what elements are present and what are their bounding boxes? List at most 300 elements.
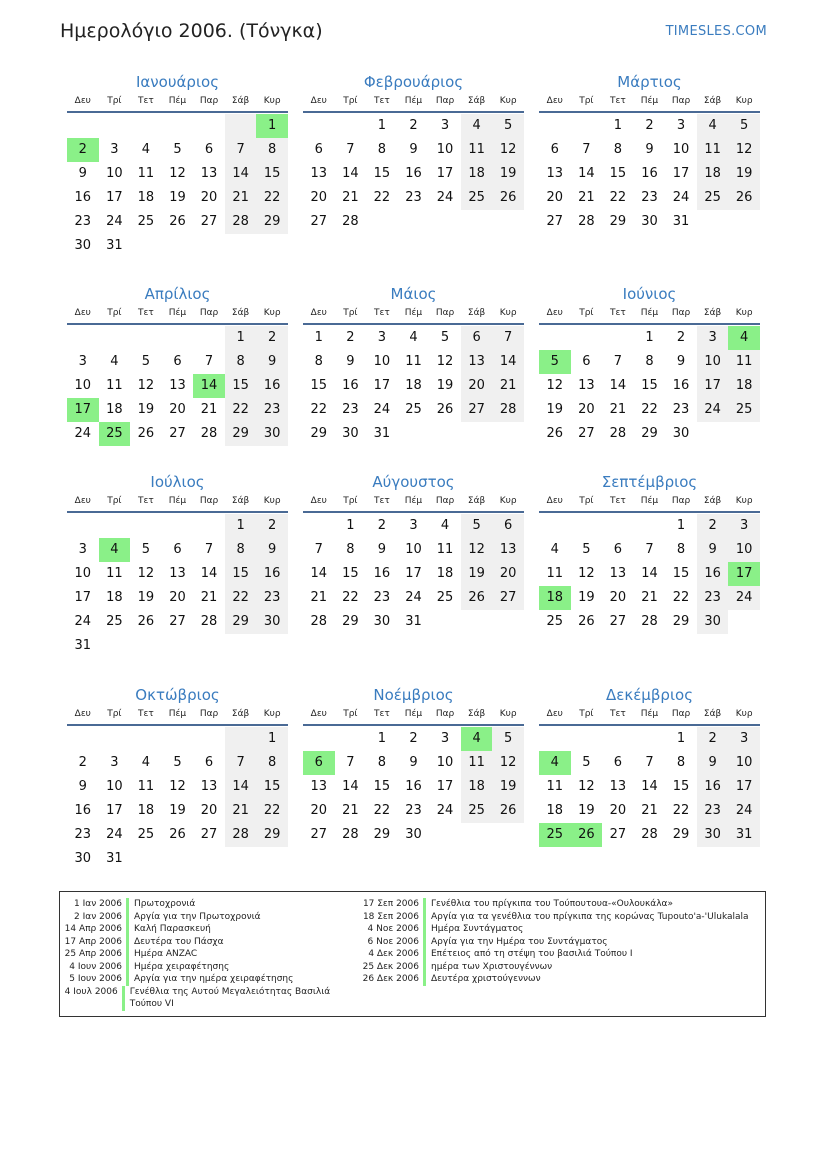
day-cell: 23 <box>373 590 391 605</box>
empty-cell <box>571 114 603 138</box>
weekday-label: Τρί <box>579 308 594 318</box>
empty-cell <box>602 514 634 538</box>
day-cell: 24 <box>672 190 690 205</box>
day-cell: 11 <box>461 751 493 775</box>
day-cell: 7 <box>346 755 355 770</box>
day-cell: 2 <box>377 518 387 533</box>
day-cell: 12 <box>728 138 760 162</box>
weekday-label: Τετ <box>138 709 154 719</box>
empty-cell <box>99 326 131 350</box>
weekday-label: Σάβ <box>231 96 250 106</box>
day-cell: 20 <box>546 190 564 205</box>
weekday-label: Πέμ <box>404 496 423 506</box>
day-cell: 21 <box>225 186 257 210</box>
day-cell: 25 <box>405 402 422 417</box>
day-cell: 3 <box>110 755 119 770</box>
day-cell: 5 <box>141 542 151 557</box>
day-cell: 3 <box>78 542 87 557</box>
weekday-label: Πέμ <box>168 496 187 506</box>
empty-cell <box>602 326 634 350</box>
day-cell: 8 <box>256 138 288 162</box>
day-cell: 24 <box>106 827 123 842</box>
day-cell: 13 <box>609 779 627 794</box>
day-cell: 2 <box>697 514 729 538</box>
weekday-label: Τετ <box>374 709 390 719</box>
legend-holiday-name: Αργία για την Ημέρα του Συντάγματος <box>423 936 608 949</box>
weekday-label: Τετ <box>138 496 154 506</box>
day-cell: 20 <box>169 402 186 417</box>
weekday-label: Τρί <box>579 96 594 106</box>
day-cell: 8 <box>676 542 686 557</box>
day-cell: 12 <box>137 378 155 393</box>
month-name: Απρίλιος <box>144 285 211 303</box>
day-cell: 3 <box>78 354 87 369</box>
day-cell: 3 <box>409 518 418 533</box>
day-cell: 6 <box>173 542 182 557</box>
holiday-day-cell: 4 <box>99 538 131 562</box>
day-cell: 22 <box>256 186 288 210</box>
day-cell: 23 <box>405 190 422 205</box>
weekday-label: Πέμ <box>640 496 659 506</box>
day-cell: 13 <box>492 538 524 562</box>
day-cell: 2 <box>256 514 288 538</box>
weekday-label: Κυρ <box>263 496 281 506</box>
day-cell: 18 <box>405 378 422 393</box>
weekday-header <box>539 493 760 513</box>
weekday-label: Δευ <box>74 96 91 106</box>
day-cell: 1 <box>377 118 387 133</box>
day-cell: 22 <box>672 803 690 818</box>
day-cell: 27 <box>609 827 627 842</box>
day-cell: 8 <box>645 354 654 369</box>
day-cell: 9 <box>346 354 355 369</box>
day-cell: 29 <box>256 823 288 847</box>
weekday-label: Σάβ <box>467 709 486 719</box>
day-cell: 29 <box>310 426 328 441</box>
day-cell: 13 <box>609 566 627 581</box>
day-cell: 16 <box>256 374 288 398</box>
month-calendar <box>67 683 288 871</box>
day-cell: 26 <box>578 614 595 629</box>
holiday-day-cell: 17 <box>67 398 99 422</box>
day-cell: 5 <box>440 330 450 345</box>
day-cell: 10 <box>106 779 123 794</box>
day-cell: 22 <box>225 586 257 610</box>
weekday-label: Κυρ <box>263 96 281 106</box>
day-cell: 1 <box>256 727 288 751</box>
empty-cell <box>571 727 603 751</box>
day-cell: 15 <box>609 166 627 181</box>
weekday-label: Πέμ <box>404 96 423 106</box>
month-calendar <box>539 470 760 634</box>
day-cell: 21 <box>641 803 658 818</box>
day-cell: 31 <box>106 851 123 866</box>
empty-cell <box>634 514 666 538</box>
day-cell: 11 <box>546 779 564 794</box>
legend-date: 4 Ιουν 2006 <box>69 961 122 972</box>
day-cell: 30 <box>256 610 288 634</box>
day-cell: 21 <box>225 799 257 823</box>
day-cell: 26 <box>546 426 564 441</box>
month-name: Δεκέμβριος <box>605 686 693 704</box>
holiday-day-cell: 6 <box>303 751 335 775</box>
day-cell: 17 <box>106 190 123 205</box>
day-cell: 12 <box>492 751 524 775</box>
day-cell: 31 <box>106 238 123 253</box>
day-cell: 29 <box>609 214 627 229</box>
empty-cell <box>335 727 367 751</box>
day-cell: 6 <box>204 142 214 157</box>
day-cell: 8 <box>225 538 257 562</box>
day-cell: 10 <box>74 378 92 393</box>
day-cell: 11 <box>106 378 123 393</box>
empty-cell <box>571 514 603 538</box>
holiday-day-cell: 14 <box>193 374 225 398</box>
day-cell: 15 <box>672 779 690 794</box>
empty-cell <box>571 326 603 350</box>
legend-entry <box>357 911 757 924</box>
day-cell: 22 <box>342 590 359 605</box>
day-grid <box>67 326 288 446</box>
day-cell: 27 <box>169 614 186 629</box>
empty-cell <box>130 727 162 751</box>
day-cell: 2 <box>697 727 729 751</box>
holiday-day-cell: 25 <box>539 823 571 847</box>
day-cell: 6 <box>173 354 182 369</box>
weekday-label: Παρ <box>435 709 455 719</box>
day-cell: 27 <box>609 614 627 629</box>
day-cell: 5 <box>728 114 760 138</box>
day-cell: 4 <box>141 142 151 157</box>
holiday-day-cell: 18 <box>539 586 571 610</box>
day-cell: 28 <box>609 426 627 441</box>
month-calendar <box>67 70 288 258</box>
legend-date: 25 Απρ 2006 <box>64 949 122 959</box>
weekday-label: Σάβ <box>467 96 486 106</box>
day-cell: 23 <box>74 827 92 842</box>
legend-holiday-name: Ημέρα Συντάγματος <box>423 923 523 936</box>
day-cell: 20 <box>169 590 186 605</box>
month-calendar <box>303 470 524 634</box>
month-calendar <box>539 282 760 446</box>
day-cell: 30 <box>405 827 422 842</box>
day-cell: 24 <box>436 190 454 205</box>
weekday-label: Δευ <box>74 709 91 719</box>
day-cell: 27 <box>310 214 328 229</box>
weekday-label: Δευ <box>546 96 563 106</box>
day-cell: 20 <box>200 190 218 205</box>
brand-link[interactable]: TIMESLES.COM <box>665 24 767 39</box>
day-cell: 22 <box>310 402 328 417</box>
empty-cell <box>634 727 666 751</box>
day-cell: 24 <box>728 799 760 823</box>
day-cell: 7 <box>492 326 524 350</box>
legend-entry <box>357 923 757 936</box>
legend-entry <box>60 961 360 974</box>
day-cell: 16 <box>74 190 92 205</box>
legend-column-left <box>60 898 360 1011</box>
weekday-label: Κυρ <box>263 709 281 719</box>
day-cell: 1 <box>645 330 654 345</box>
day-grid <box>303 326 524 446</box>
month-calendar <box>67 470 288 658</box>
day-cell: 15 <box>256 775 288 799</box>
day-cell: 31 <box>672 214 690 229</box>
day-cell: 26 <box>436 402 454 417</box>
day-cell: 24 <box>728 586 760 610</box>
day-cell: 29 <box>672 827 690 842</box>
day-cell: 16 <box>697 775 729 799</box>
day-cell: 14 <box>310 566 328 581</box>
day-cell: 18 <box>461 775 493 799</box>
day-cell: 10 <box>373 354 391 369</box>
weekday-label: Σάβ <box>231 308 250 318</box>
month-name: Ιούνιος <box>622 285 677 303</box>
holiday-day-cell: 4 <box>728 326 760 350</box>
day-cell: 14 <box>342 166 359 181</box>
day-cell: 27 <box>461 398 493 422</box>
day-cell: 9 <box>676 354 686 369</box>
day-cell: 9 <box>256 350 288 374</box>
weekday-label: Παρ <box>671 308 691 318</box>
day-cell: 21 <box>578 190 595 205</box>
legend-entry <box>60 911 360 924</box>
weekday-header <box>67 706 288 726</box>
empty-cell <box>162 326 194 350</box>
weekday-label: Δευ <box>546 496 563 506</box>
day-cell: 30 <box>373 614 391 629</box>
day-cell: 15 <box>342 566 359 581</box>
weekday-label: Δευ <box>310 496 327 506</box>
day-cell: 7 <box>613 354 623 369</box>
day-cell: 23 <box>256 586 288 610</box>
weekday-label: Παρ <box>435 496 455 506</box>
weekday-label: Πέμ <box>168 96 187 106</box>
legend-holiday-name: Δευτέρα χριστούγεννων <box>423 973 541 986</box>
day-cell: 7 <box>314 542 323 557</box>
day-cell: 26 <box>728 186 760 210</box>
day-cell: 28 <box>225 210 257 234</box>
day-cell: 21 <box>342 190 359 205</box>
empty-cell <box>162 727 194 751</box>
day-cell: 3 <box>377 330 387 345</box>
day-cell: 14 <box>200 566 218 581</box>
day-cell: 6 <box>204 755 214 770</box>
day-cell: 14 <box>578 166 595 181</box>
day-cell: 19 <box>169 803 186 818</box>
legend-holiday-name: ημέρα των Χριστουγέννων <box>423 961 552 974</box>
day-cell: 20 <box>609 803 627 818</box>
day-cell: 28 <box>641 614 658 629</box>
day-cell: 17 <box>373 378 391 393</box>
day-grid <box>67 727 288 871</box>
day-cell: 22 <box>641 402 658 417</box>
weekday-label: Πέμ <box>404 308 423 318</box>
day-cell: 13 <box>461 350 493 374</box>
weekday-label: Πέμ <box>168 308 187 318</box>
day-cell: 14 <box>225 775 257 799</box>
day-cell: 11 <box>137 166 155 181</box>
day-cell: 9 <box>409 755 418 770</box>
legend-date: 18 Σεπ 2006 <box>362 911 419 922</box>
weekday-header <box>67 93 288 113</box>
day-cell: 10 <box>436 142 454 157</box>
weekday-label: Σάβ <box>703 96 722 106</box>
weekday-label: Κυρ <box>735 308 753 318</box>
day-cell: 14 <box>641 779 658 794</box>
weekday-label: Σάβ <box>703 709 722 719</box>
legend-holiday-name: Αργία για την Πρωτοχρονιά <box>126 911 261 924</box>
day-cell: 3 <box>440 118 450 133</box>
day-grid <box>303 114 524 234</box>
day-cell: 20 <box>200 803 218 818</box>
day-cell: 24 <box>373 402 391 417</box>
day-cell: 30 <box>74 851 92 866</box>
legend-date: 17 Απρ 2006 <box>64 936 122 947</box>
day-cell: 29 <box>373 827 391 842</box>
weekday-header <box>539 305 760 325</box>
day-cell: 13 <box>169 378 186 393</box>
weekday-label: Παρ <box>199 308 219 318</box>
day-cell: 27 <box>310 827 328 842</box>
weekday-label: Παρ <box>671 496 691 506</box>
day-cell: 13 <box>200 166 218 181</box>
day-cell: 27 <box>578 426 595 441</box>
day-cell: 25 <box>137 214 155 229</box>
day-cell: 19 <box>492 775 524 799</box>
day-cell: 15 <box>256 162 288 186</box>
month-name: Οκτώβριος <box>135 686 220 704</box>
weekday-label: Τετ <box>138 308 154 318</box>
day-cell: 18 <box>697 162 729 186</box>
day-cell: 8 <box>225 350 257 374</box>
empty-cell <box>539 326 571 350</box>
day-cell: 20 <box>609 590 627 605</box>
empty-cell <box>67 514 99 538</box>
day-cell: 16 <box>672 378 690 393</box>
day-cell: 29 <box>672 614 690 629</box>
day-cell: 11 <box>728 350 760 374</box>
empty-cell <box>130 114 162 138</box>
day-cell: 8 <box>377 755 387 770</box>
day-cell: 26 <box>492 799 524 823</box>
weekday-label: Σάβ <box>231 709 250 719</box>
holiday-day-cell: 2 <box>67 138 99 162</box>
day-cell: 7 <box>645 542 654 557</box>
empty-cell <box>99 727 131 751</box>
day-cell: 2 <box>409 118 418 133</box>
weekday-label: Παρ <box>435 96 455 106</box>
day-cell: 6 <box>550 142 559 157</box>
day-cell: 11 <box>461 138 493 162</box>
empty-cell <box>303 727 335 751</box>
day-cell: 7 <box>204 354 214 369</box>
day-cell: 9 <box>78 166 87 181</box>
day-cell: 22 <box>609 190 627 205</box>
weekday-label: Τρί <box>107 308 122 318</box>
day-cell: 28 <box>310 614 328 629</box>
day-cell: 9 <box>377 542 387 557</box>
empty-cell <box>193 114 225 138</box>
day-cell: 3 <box>440 731 450 746</box>
weekday-label: Τρί <box>343 308 358 318</box>
day-cell: 2 <box>346 330 355 345</box>
legend-holiday-name: Καλή Παρασκευή <box>126 923 211 936</box>
legend-entry <box>60 948 360 961</box>
day-cell: 9 <box>697 751 729 775</box>
day-cell: 19 <box>169 190 186 205</box>
day-cell: 19 <box>461 562 493 586</box>
day-cell: 30 <box>641 214 658 229</box>
day-cell: 18 <box>546 803 564 818</box>
legend-column-right <box>357 898 757 986</box>
day-cell: 1 <box>346 518 355 533</box>
legend-entry <box>357 898 757 911</box>
day-cell: 13 <box>546 166 564 181</box>
weekday-label: Τετ <box>610 709 626 719</box>
day-cell: 24 <box>436 803 454 818</box>
month-calendar <box>303 282 524 446</box>
day-cell: 11 <box>106 566 123 581</box>
day-cell: 18 <box>436 566 454 581</box>
day-cell: 5 <box>492 114 524 138</box>
weekday-label: Κυρ <box>499 308 517 318</box>
day-cell: 5 <box>582 542 591 557</box>
day-cell: 11 <box>405 354 422 369</box>
day-cell: 21 <box>200 402 218 417</box>
day-cell: 27 <box>492 586 524 610</box>
day-cell: 20 <box>492 562 524 586</box>
weekday-label: Παρ <box>199 709 219 719</box>
day-cell: 11 <box>546 566 564 581</box>
legend-entry <box>60 986 360 1011</box>
holiday-day-cell: 26 <box>571 823 603 847</box>
month-name: Αύγουστος <box>372 473 455 491</box>
weekday-label: Παρ <box>199 496 219 506</box>
empty-cell <box>193 727 225 751</box>
empty-cell <box>67 114 99 138</box>
day-cell: 2 <box>645 118 654 133</box>
day-cell: 13 <box>169 566 186 581</box>
weekday-header <box>539 706 760 726</box>
weekday-label: Δευ <box>546 709 563 719</box>
day-cell: 18 <box>106 590 123 605</box>
empty-cell <box>67 326 99 350</box>
day-grid <box>67 514 288 658</box>
day-cell: 12 <box>169 779 186 794</box>
day-cell: 24 <box>74 614 92 629</box>
day-cell: 22 <box>225 398 257 422</box>
weekday-label: Τρί <box>343 96 358 106</box>
day-cell: 23 <box>256 398 288 422</box>
weekday-header <box>67 305 288 325</box>
day-cell: 30 <box>672 426 690 441</box>
day-cell: 26 <box>492 186 524 210</box>
weekday-label: Τρί <box>343 496 358 506</box>
day-cell: 9 <box>78 779 87 794</box>
day-cell: 28 <box>492 398 524 422</box>
legend-date: 4 Νοε 2006 <box>367 924 419 934</box>
day-cell: 26 <box>169 214 186 229</box>
day-cell: 19 <box>578 803 595 818</box>
weekday-label: Τετ <box>374 308 390 318</box>
day-cell: 25 <box>546 614 564 629</box>
day-cell: 23 <box>697 799 729 823</box>
day-cell: 26 <box>169 827 186 842</box>
legend-holiday-name: Γενέθλια του πρίγκιπα του Τούπουτουα-«Ουλουκάλα» <box>423 898 673 911</box>
day-cell: 19 <box>546 402 564 417</box>
weekday-label: Δευ <box>546 308 563 318</box>
